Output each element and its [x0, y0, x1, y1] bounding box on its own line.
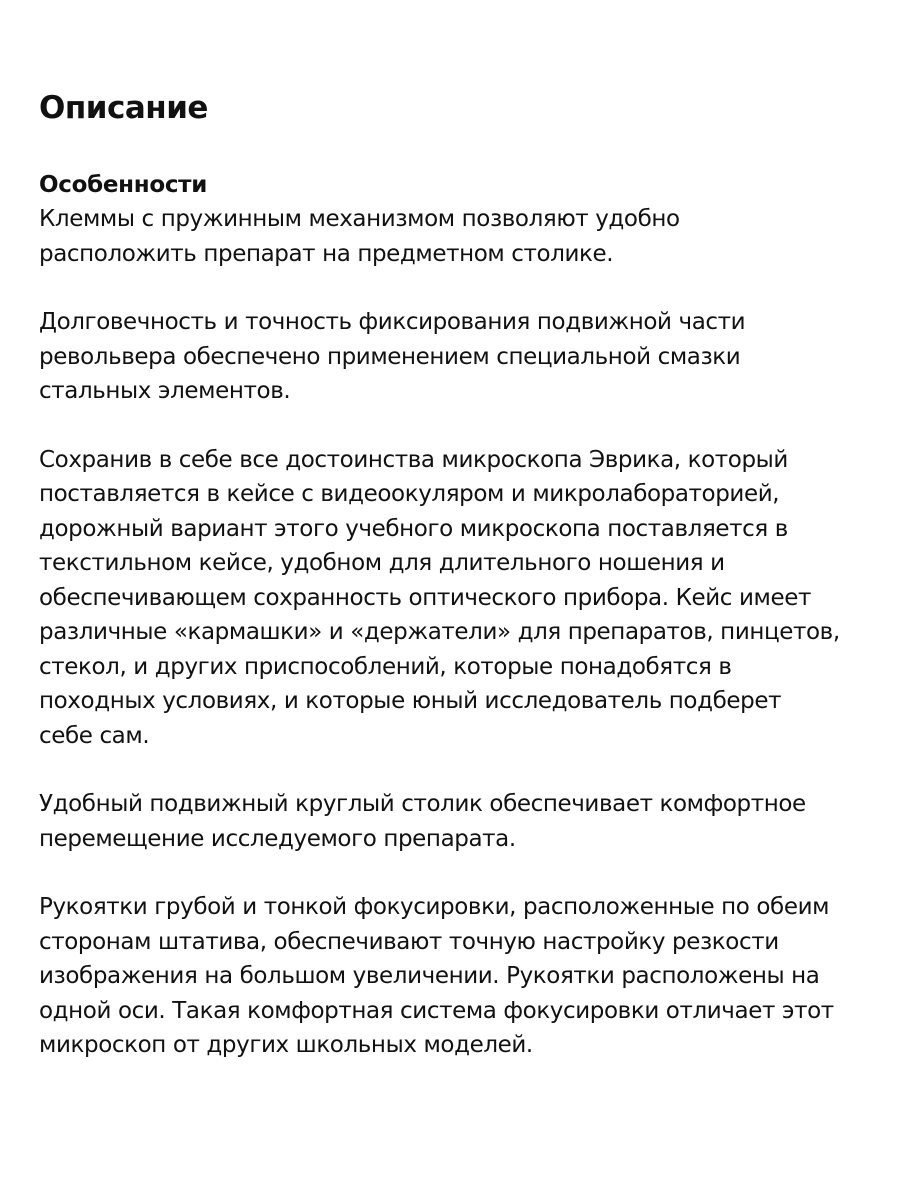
- paragraph-stage: Удобный подвижный круглый столик обеспечивает комфортное перемещение исследуемого препарата.: [39, 791, 806, 852]
- description-section: [39, 84, 889, 1063]
- paragraph-focus-knobs: Рукоятки грубой и тонкой фокусировки, расположенные по обеим сторонам штатива, обеспечивают точную настройку резкости изображения на большом увеличении. Рукоятки расположены на одной оси. Такая комфортная система фокусировки отличает этот микроскоп от других школьных моделей.: [39, 894, 834, 1058]
- paragraph-clamps: Клеммы с пружинным механизмом позволяют удобно расположить препарат на предметном столике.: [39, 206, 680, 267]
- page-title: Описание: [39, 90, 208, 126]
- paragraph-revolver: Долговечность и точность фиксирования подвижной части револьвера обеспечено применением специальной смазки стальных элементов.: [39, 309, 746, 404]
- features-heading: Особенности: [39, 172, 208, 198]
- paragraph-travel-case: Сохранив в себе все достоинства микроскопа Эврика, который поставляется в кейсе с видеоокуляром и микролабораторией, дорожный вариант этого учебного микроскопа поставляется в текстильном кейсе, удобном для длительного ношения и обеспечивающем сохранность оптического прибора. Кейс имеет различные «кармашки» и «держатели» для препаратов, пинцетов, стекол, и других приспособлений, которые понадобятся в походных условиях, и которые юный исследователь подберет себе сам.: [39, 446, 840, 749]
